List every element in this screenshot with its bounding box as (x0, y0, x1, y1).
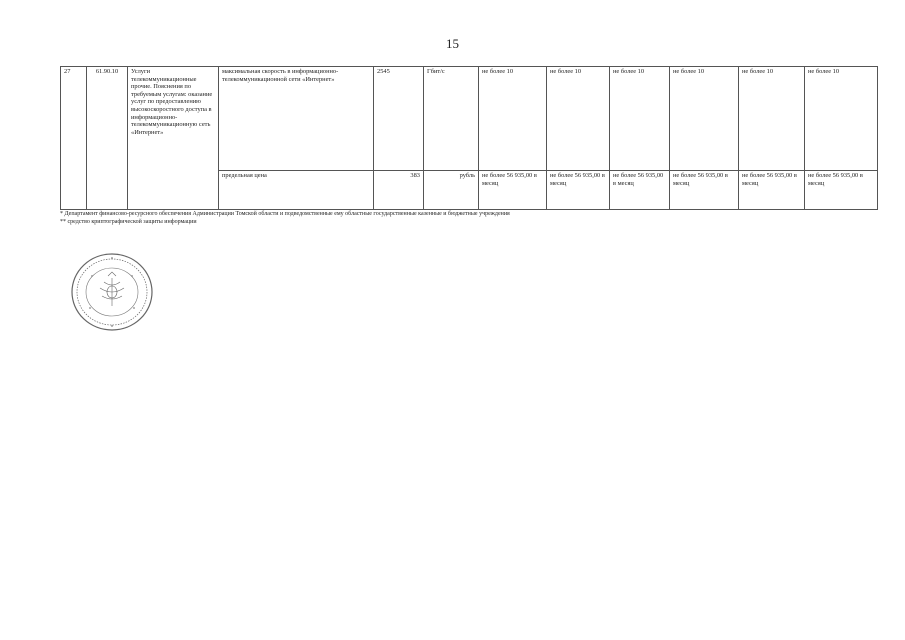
okei-code: 383 (374, 171, 424, 210)
requirements-table (60, 66, 878, 210)
okpd2-code: 61.90.10 (87, 67, 128, 210)
footnote: * Департамент финансово-ресурсного обеспечения Администрации Томской области и подведомственные ему областные государственные казенные и бюджетные учреждения (60, 211, 510, 217)
unit-name: рубль (424, 171, 479, 210)
value-cell: не более 10 (547, 67, 610, 171)
value-cell: не более 10 (805, 67, 878, 171)
service-name: Услуги телекоммуникационные прочие. Пояснения по требуемым услугам: оказание услуг по предоставлению высокоскоростного доступа в информационно-телекоммуникационную сеть «Интернет» (128, 67, 219, 210)
value-cell: не более 10 (739, 67, 805, 171)
footnotes (60, 211, 510, 226)
value-cell: не более 56 935,00 в месяц (670, 171, 739, 210)
value-cell: не более 10 (670, 67, 739, 171)
footnote: ** средство криптографической защиты информации (60, 218, 197, 225)
value-cell: не более 56 935,00 в месяц (547, 171, 610, 210)
okei-code: 2545 (374, 67, 424, 171)
official-seal-icon (70, 252, 154, 332)
value-cell: не более 10 (610, 67, 670, 171)
value-cell: не более 56 935,00 в месяц (739, 171, 805, 210)
characteristic-name: предельная цена (219, 171, 374, 210)
value-cell: не более 56 935,00 в месяц (479, 171, 547, 210)
unit-name: Гбит/с (424, 67, 479, 171)
value-cell: не более 10 (479, 67, 547, 171)
row-number: 27 (61, 67, 87, 210)
characteristic-name: максимальная скорость в информационно-телекоммуникационной сети «Интернет» (219, 67, 374, 171)
page-number: 15 (446, 36, 459, 51)
table-row (61, 67, 878, 171)
value-cell: не более 56 935,00 в месяц (610, 171, 670, 210)
value-cell: не более 56 935,00 в месяц (805, 171, 878, 210)
